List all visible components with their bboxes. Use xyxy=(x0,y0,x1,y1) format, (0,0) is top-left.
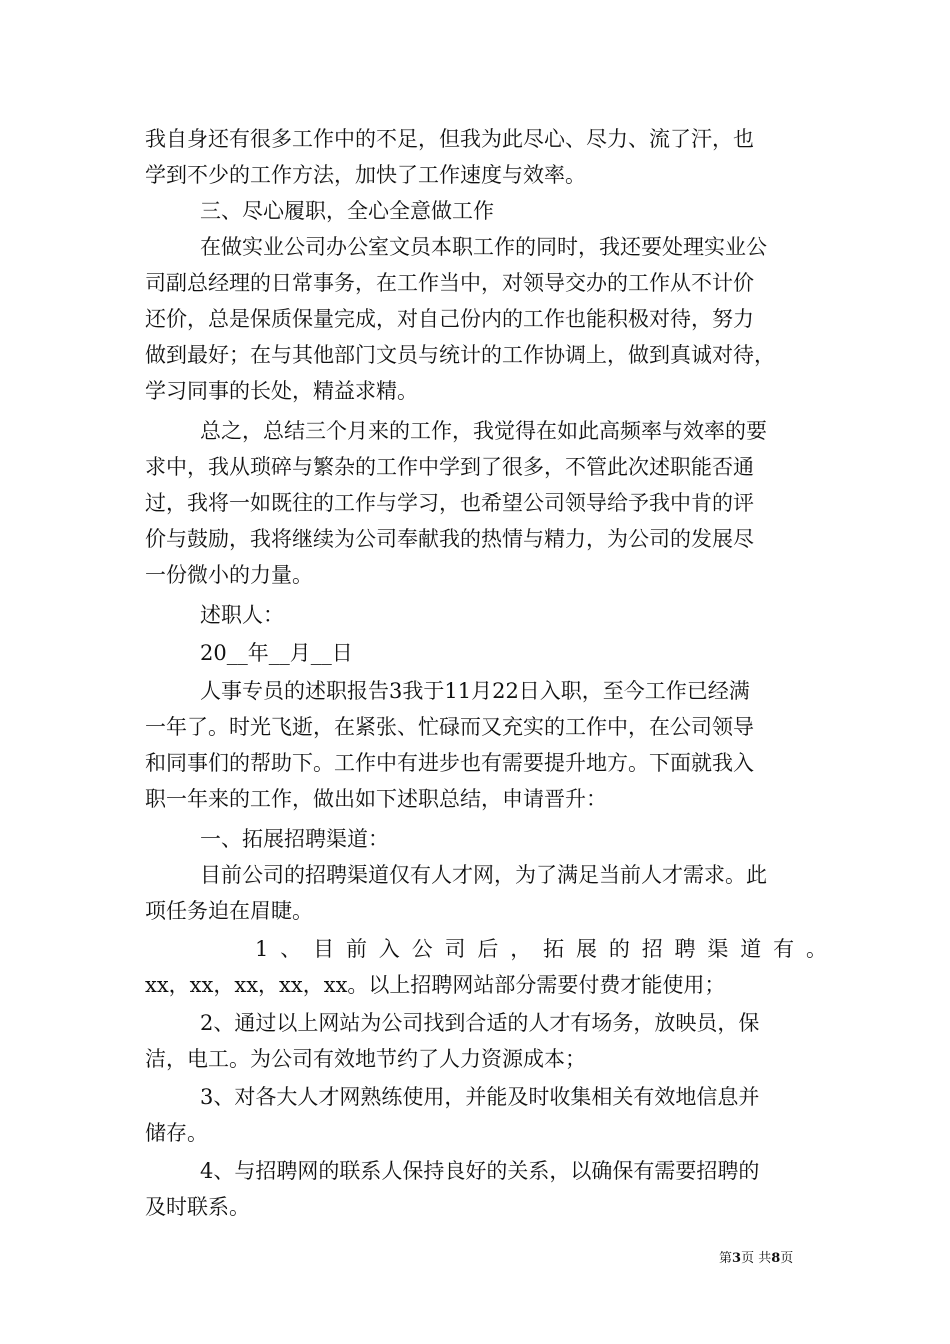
text-line: 过，我将一如既往的工作与学习，也希望公司领导给予我中肯的评 xyxy=(145,491,754,515)
text-line: 一份微小的力量。 xyxy=(145,563,313,587)
page-number xyxy=(719,1247,793,1266)
text-line: 总之，总结三个月来的工作，我觉得在如此高频率与效率的要 xyxy=(200,419,767,443)
current-page: 3 xyxy=(732,1251,742,1266)
list-item-text: 1、目前入公司后，拓展的招聘渠道有。 xyxy=(255,937,827,961)
list-item-text: 4、与招聘网的联系人保持良好的关系，以确保有需要招聘的 xyxy=(200,1159,760,1183)
signature-label: 述职人： xyxy=(200,603,284,627)
date-line: 20__年__月__日 xyxy=(200,641,353,665)
total-pages: 8 xyxy=(771,1251,781,1266)
text-line: 在做实业公司办公室文员本职工作的同时，我还要处理实业公 xyxy=(200,235,767,259)
section-heading: 三、尽心履职，全心全意做工作 xyxy=(200,199,494,223)
text-line: 人事专员的述职报告3我于11月22日入职，至今工作已经满 xyxy=(200,679,750,703)
text-line: 学到不少的工作方法，加快了工作速度与效率。 xyxy=(145,163,586,187)
text-line: 求中，我从琐碎与繁杂的工作中学到了很多，不管此次述职能否通 xyxy=(145,455,754,479)
text-line: 储存。 xyxy=(145,1121,208,1145)
section-heading: 一、拓展招聘渠道： xyxy=(200,827,389,851)
text-line: 还价，总是保质保量完成，对自己份内的工作也能积极对待，努力 xyxy=(145,307,754,331)
text-line: 价与鼓励，我将继续为公司奉献我的热情与精力，为公司的发展尽 xyxy=(145,527,754,551)
text-line: 司副总经理的日常事务，在工作当中，对领导交办的工作从不计价 xyxy=(145,271,754,295)
page-number-prefix: 第 xyxy=(719,1251,733,1266)
text-line: 一年了。时光飞逝，在紧张、忙碌而又充实的工作中，在公司领导 xyxy=(145,715,754,739)
text-line: 洁，电工。为公司有效地节约了人力资源成本； xyxy=(145,1047,586,1071)
list-item-text: 3、对各大人才网熟练使用，并能及时收集相关有效地信息并 xyxy=(200,1085,760,1109)
text-line: 目前公司的招聘渠道仅有人才网，为了满足当前人才需求。此 xyxy=(200,863,767,887)
text-line: 学习同事的长处，精益求精。 xyxy=(145,379,418,403)
text-line: 做到最好；在与其他部门文员与统计的工作协调上，做到真诚对待， xyxy=(145,343,775,367)
text-line: 项任务迫在眉睫。 xyxy=(145,899,313,923)
list-item-text: 2、通过以上网站为公司找到合适的人才有场务，放映员，保 xyxy=(200,1011,760,1035)
page-number-middle: 页 共 xyxy=(741,1251,772,1266)
page-number-suffix: 页 xyxy=(780,1251,794,1266)
text-line: 及时联系。 xyxy=(145,1195,250,1219)
text-line: 职一年来的工作，做出如下述职总结，申请晋升： xyxy=(145,787,607,811)
text-line: 我自身还有很多工作中的不足，但我为此尽心、尽力、流了汗，也 xyxy=(145,127,754,151)
text-line: xx，xx，xx，xx，xx。以上招聘网站部分需要付费才能使用； xyxy=(145,973,726,997)
text-line: 和同事们的帮助下。工作中有进步也有需要提升地方。下面就我入 xyxy=(145,751,754,775)
